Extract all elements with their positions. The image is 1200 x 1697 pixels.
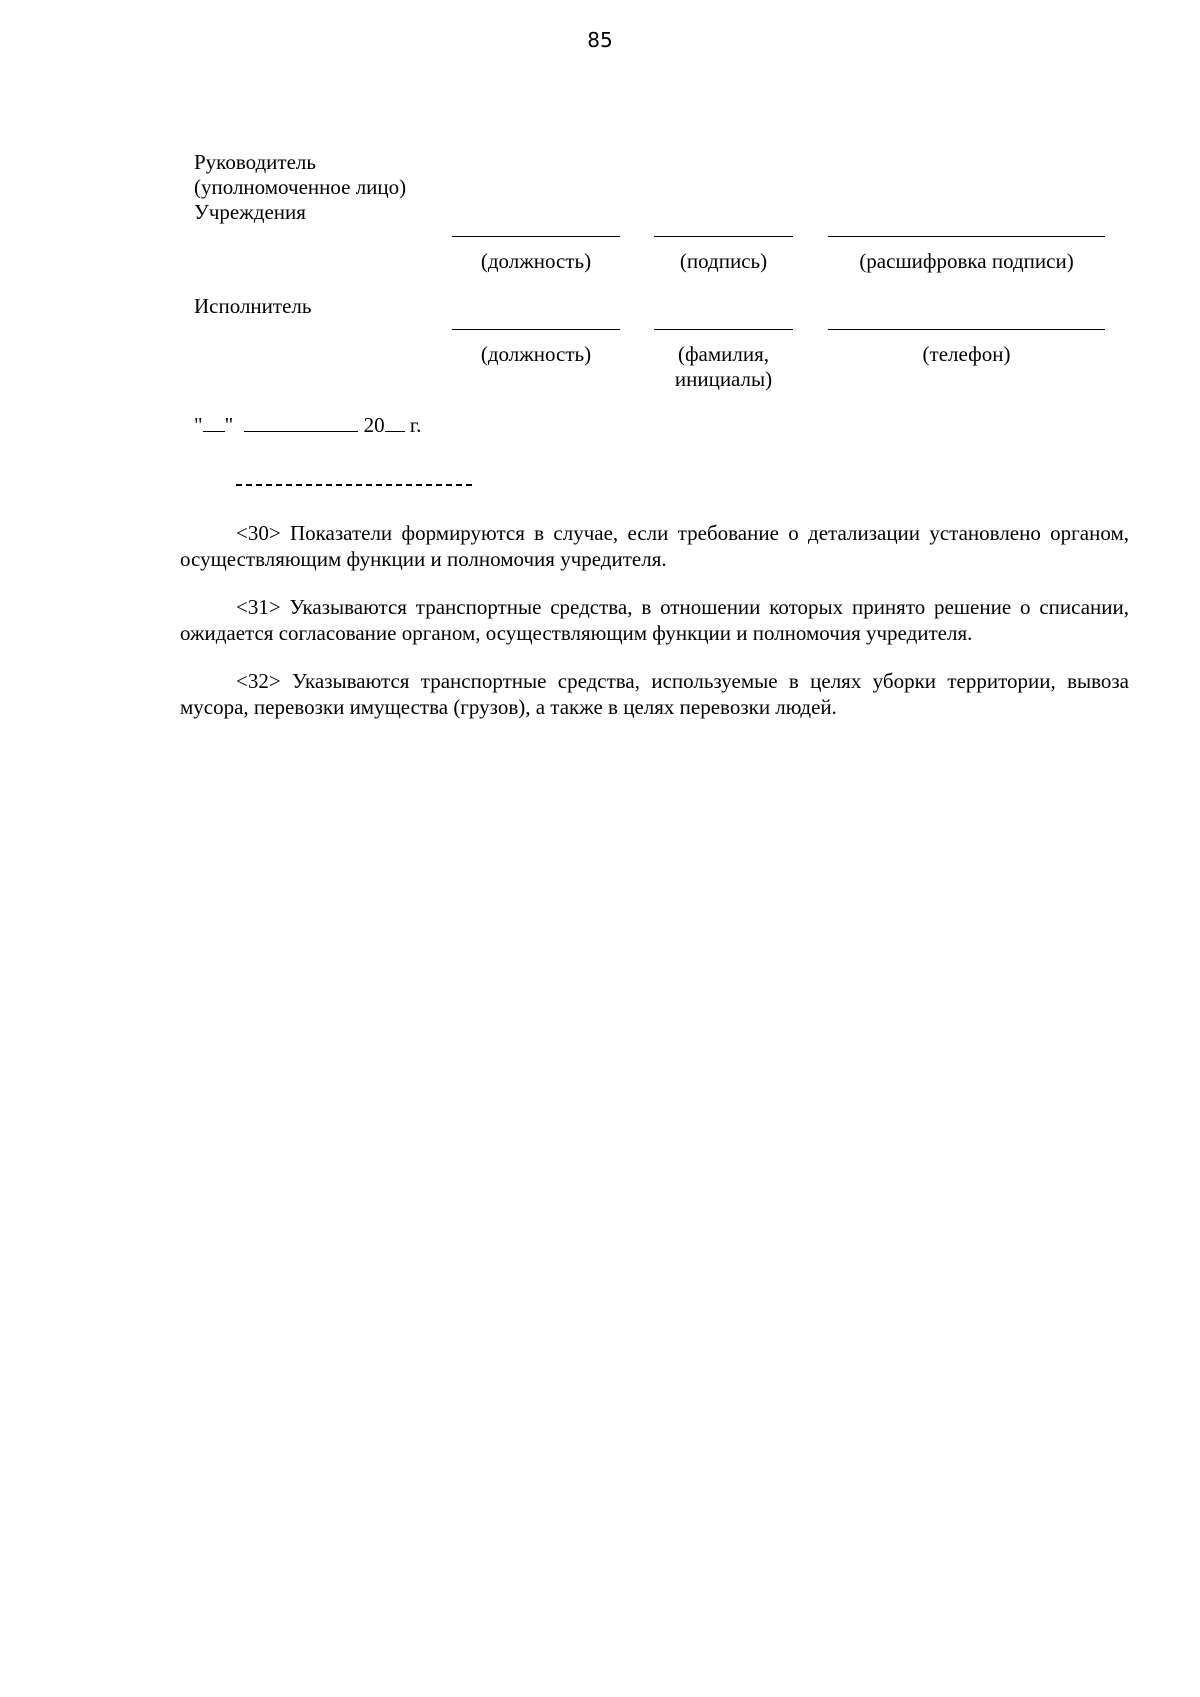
executor-label: Исполнитель (194, 294, 312, 318)
footnotes (180, 520, 1129, 742)
date-year-blank[interactable] (385, 413, 405, 432)
date-day-blank[interactable] (203, 413, 225, 432)
date-month-blank[interactable] (244, 413, 358, 432)
footnote-32: <32> Указываются транспортные средства, используемые в целях уборки территории, вывоза мусора, перевозки имущества (грузов), а также в целях перевозки людей. (180, 669, 1129, 719)
page-number: 85 (587, 28, 613, 52)
head-decoding-line[interactable] (828, 236, 1105, 237)
footnote-30: <30> Показатели формируются в случае, если требование о детализации установлено органом, осуществляющим функции и полномочия учредителя. (180, 521, 1129, 571)
head-title-line-3: Учреждения (194, 200, 306, 224)
head-signature-caption: (подпись) (679, 249, 768, 273)
head-position-caption: (должность) (480, 249, 592, 273)
head-signature-line[interactable] (654, 236, 793, 237)
date-line (194, 413, 421, 438)
executor-phone-caption: (телефон) (922, 342, 1011, 366)
date-close-quote: " (224, 413, 234, 437)
footnote-separator (236, 484, 472, 486)
date-year-suffix: г. (409, 413, 422, 437)
head-title-line-1: Руководитель (194, 150, 316, 174)
executor-name-caption-line-1: (фамилия, (677, 342, 770, 366)
executor-position-line[interactable] (452, 329, 620, 330)
executor-name-line[interactable] (654, 329, 793, 330)
executor-position-caption: (должность) (480, 342, 592, 366)
date-open-quote: " (194, 413, 203, 437)
footnote-31: <31> Указываются транспортные средства, в отношении которых принято решение о списании, ожидается согласование органом, осуществляющим функции и полномочия учредителя. (180, 595, 1129, 645)
executor-name-caption-line-2: инициалы) (674, 367, 773, 391)
head-decoding-caption: (расшифровка подписи) (859, 249, 1074, 273)
head-title-line-2: (уполномоченное лицо) (194, 175, 407, 199)
date-year-prefix: 20 (363, 413, 385, 437)
executor-phone-line[interactable] (828, 329, 1105, 330)
head-position-line[interactable] (452, 236, 620, 237)
